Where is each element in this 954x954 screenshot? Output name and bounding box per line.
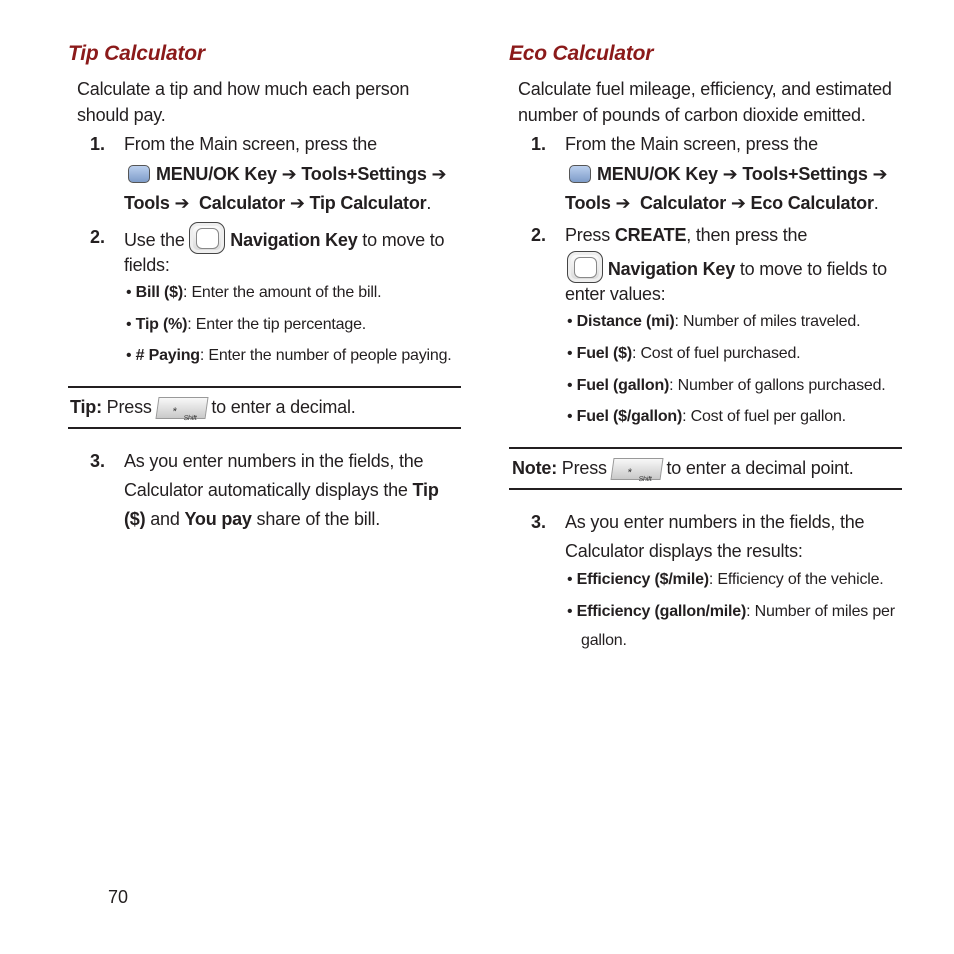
tip-step2-number: 2. <box>90 227 106 247</box>
eco-note <box>512 455 854 481</box>
tip-rest-text: to enter a decimal. <box>211 397 356 417</box>
eco-step1-line3 <box>565 190 879 216</box>
tip-step3-line2 <box>124 477 439 503</box>
eco-intro-line1: Calculate fuel mileage, efficiency, and estimated <box>518 79 892 99</box>
period: . <box>873 193 879 213</box>
eco-calculator-heading: Eco Calculator <box>509 42 654 65</box>
calculator-label: Calculator <box>198 193 286 213</box>
tip-box-top-rule <box>68 386 461 388</box>
bullet-text: : Enter the amount of the bill. <box>182 284 382 301</box>
eco-step3-line2: Calculator displays the results: <box>565 541 803 561</box>
tip-step3-number: 3. <box>90 451 106 471</box>
arrow-icon: ➔ <box>872 164 888 184</box>
bullet-text: : Enter the tip percentage. <box>187 316 367 333</box>
navigation-key-icon <box>189 222 225 254</box>
menu-ok-key-label: MENU/OK Key <box>597 164 718 184</box>
bullet-text: : Cost of fuel per gallon. <box>682 408 846 425</box>
period: . <box>426 193 432 213</box>
eco-step1-line2 <box>569 161 887 187</box>
bullet-text: : Number of gallons purchased. <box>669 377 886 394</box>
eco-step3-number: 3. <box>531 512 547 532</box>
bullet-text: : Efficiency of the vehicle. <box>708 571 884 588</box>
dollar-label: ($) <box>124 509 146 529</box>
tip-calculator-heading: Tip Calculator <box>68 42 205 65</box>
navigation-key-icon <box>567 251 603 283</box>
shift-key-label: Shift <box>182 415 197 422</box>
eco-bullet-fuel-cost <box>567 343 800 365</box>
navigation-key-label: Navigation Key <box>607 259 736 279</box>
bullet-char: • <box>567 313 573 330</box>
bullet-char: • <box>567 377 573 394</box>
eco-bullet-fuel-per-gallon <box>567 406 846 428</box>
tip-result-label: Tip <box>412 480 439 500</box>
bullet-label: Fuel ($/gallon) <box>576 408 683 425</box>
shift-key-label: Shift <box>637 476 652 483</box>
bullet-char: • <box>126 347 132 364</box>
eco-calculator-label: Eco Calculator <box>750 193 874 213</box>
use-the-text: Use the <box>124 230 185 250</box>
step2-rest2-text: to move to fields to <box>735 259 887 279</box>
shift-key-icon <box>610 458 663 483</box>
note-rest-text: to enter a decimal point. <box>666 458 854 478</box>
tip-step1-line1: From the Main screen, press the <box>124 134 377 154</box>
note-press-text: Press <box>557 458 607 478</box>
shift-key-icon <box>155 397 208 422</box>
eco-step2-line1 <box>565 222 807 248</box>
tip-box-bottom-rule <box>68 427 461 429</box>
eco-step2-line2 <box>567 251 887 283</box>
tip-step3-line3 <box>124 506 380 532</box>
menu-ok-key-label: MENU/OK Key <box>156 164 277 184</box>
eco-bullet-distance <box>567 311 860 333</box>
eco-result-efficiency-gallon <box>567 601 895 623</box>
arrow-icon: ➔ <box>289 193 305 213</box>
note-label: Note: <box>512 458 557 478</box>
bullet-label: Fuel ($) <box>576 345 632 362</box>
bullet-text: : Number of miles traveled. <box>674 313 861 330</box>
you-pay-label: You pay <box>184 509 252 529</box>
menu-ok-key-icon <box>128 165 150 183</box>
arrow-icon: ➔ <box>281 164 297 184</box>
eco-bullet-fuel-gallon <box>567 375 886 397</box>
bullet-char: • <box>567 345 573 362</box>
tip-label: Tip: <box>70 397 102 417</box>
tip-intro-line2: should pay. <box>77 105 166 125</box>
arrow-icon: ➔ <box>174 193 190 213</box>
tip-press-text: Press <box>101 397 152 417</box>
tip-step1-line3 <box>124 190 431 216</box>
shift-key-star: * <box>171 406 177 418</box>
create-label: CREATE <box>614 225 687 245</box>
tools-label: Tools <box>565 193 611 213</box>
eco-step1-line1: From the Main screen, press the <box>565 134 818 154</box>
step2-rest-text: to move to <box>357 230 445 250</box>
tip-step1-number: 1. <box>90 134 106 154</box>
bullet-label: Fuel (gallon) <box>576 377 670 394</box>
eco-step1-number: 1. <box>531 134 547 154</box>
bullet-char: • <box>567 408 573 425</box>
and-text: and <box>145 509 185 529</box>
tip-step2-line1 <box>124 222 444 254</box>
tip-step2-line2: fields: <box>124 255 170 275</box>
eco-result-efficiency-gallon-line2: gallon. <box>581 632 627 649</box>
bullet-char: • <box>567 603 573 620</box>
bullet-char: • <box>567 571 573 588</box>
bullet-text: : Cost of fuel purchased. <box>631 345 801 362</box>
eco-intro-line2: number of pounds of carbon dioxide emitted. <box>518 105 866 125</box>
menu-ok-key-icon <box>569 165 591 183</box>
eco-step2-line3: enter values: <box>565 284 666 304</box>
tools-settings-label: Tools+Settings <box>742 164 868 184</box>
tip-step3-line1: As you enter numbers in the fields, the <box>124 451 424 471</box>
tip-bullet-paying <box>126 345 452 367</box>
bullet-label: Tip (%) <box>135 316 188 333</box>
bullet-label: Efficiency (gallon/mile) <box>576 603 747 620</box>
tip-note <box>70 394 356 420</box>
page-number: 70 <box>108 887 129 907</box>
tools-label: Tools <box>124 193 170 213</box>
tip-bullet-bill <box>126 282 381 304</box>
arrow-icon: ➔ <box>615 193 631 213</box>
bullet-text: : Number of miles per <box>746 603 895 620</box>
arrow-icon: ➔ <box>730 193 746 213</box>
bullet-text: : Enter the number of people paying. <box>199 347 452 364</box>
eco-step2-number: 2. <box>531 225 547 245</box>
calculator-label: Calculator <box>639 193 727 213</box>
eco-result-efficiency-mile <box>567 569 884 591</box>
step3-text: Calculator automatically displays the <box>124 480 413 500</box>
tip-intro-line1: Calculate a tip and how much each person <box>77 79 410 99</box>
eco-step3-line1: As you enter numbers in the fields, the <box>565 512 865 532</box>
bullet-label: Efficiency ($/mile) <box>576 571 709 588</box>
tip-bullet-tip <box>126 314 366 336</box>
navigation-key-label: Navigation Key <box>230 230 358 250</box>
bullet-label: Distance (mi) <box>576 313 675 330</box>
arrow-icon: ➔ <box>431 164 447 184</box>
bullet-label: Bill ($) <box>135 284 183 301</box>
arrow-icon: ➔ <box>722 164 738 184</box>
tools-settings-label: Tools+Settings <box>301 164 427 184</box>
note-box-bottom-rule <box>509 488 902 490</box>
bullet-char: • <box>126 284 132 301</box>
shift-key-star: * <box>626 467 632 479</box>
press-text: Press <box>565 225 615 245</box>
step2-rest-text: , then press the <box>686 225 808 245</box>
share-text: share of the bill. <box>251 509 381 529</box>
note-box-top-rule <box>509 447 902 449</box>
bullet-char: • <box>126 316 132 333</box>
tip-step1-line2 <box>128 161 446 187</box>
bullet-label: # Paying <box>135 347 200 364</box>
tip-calculator-label: Tip Calculator <box>309 193 427 213</box>
